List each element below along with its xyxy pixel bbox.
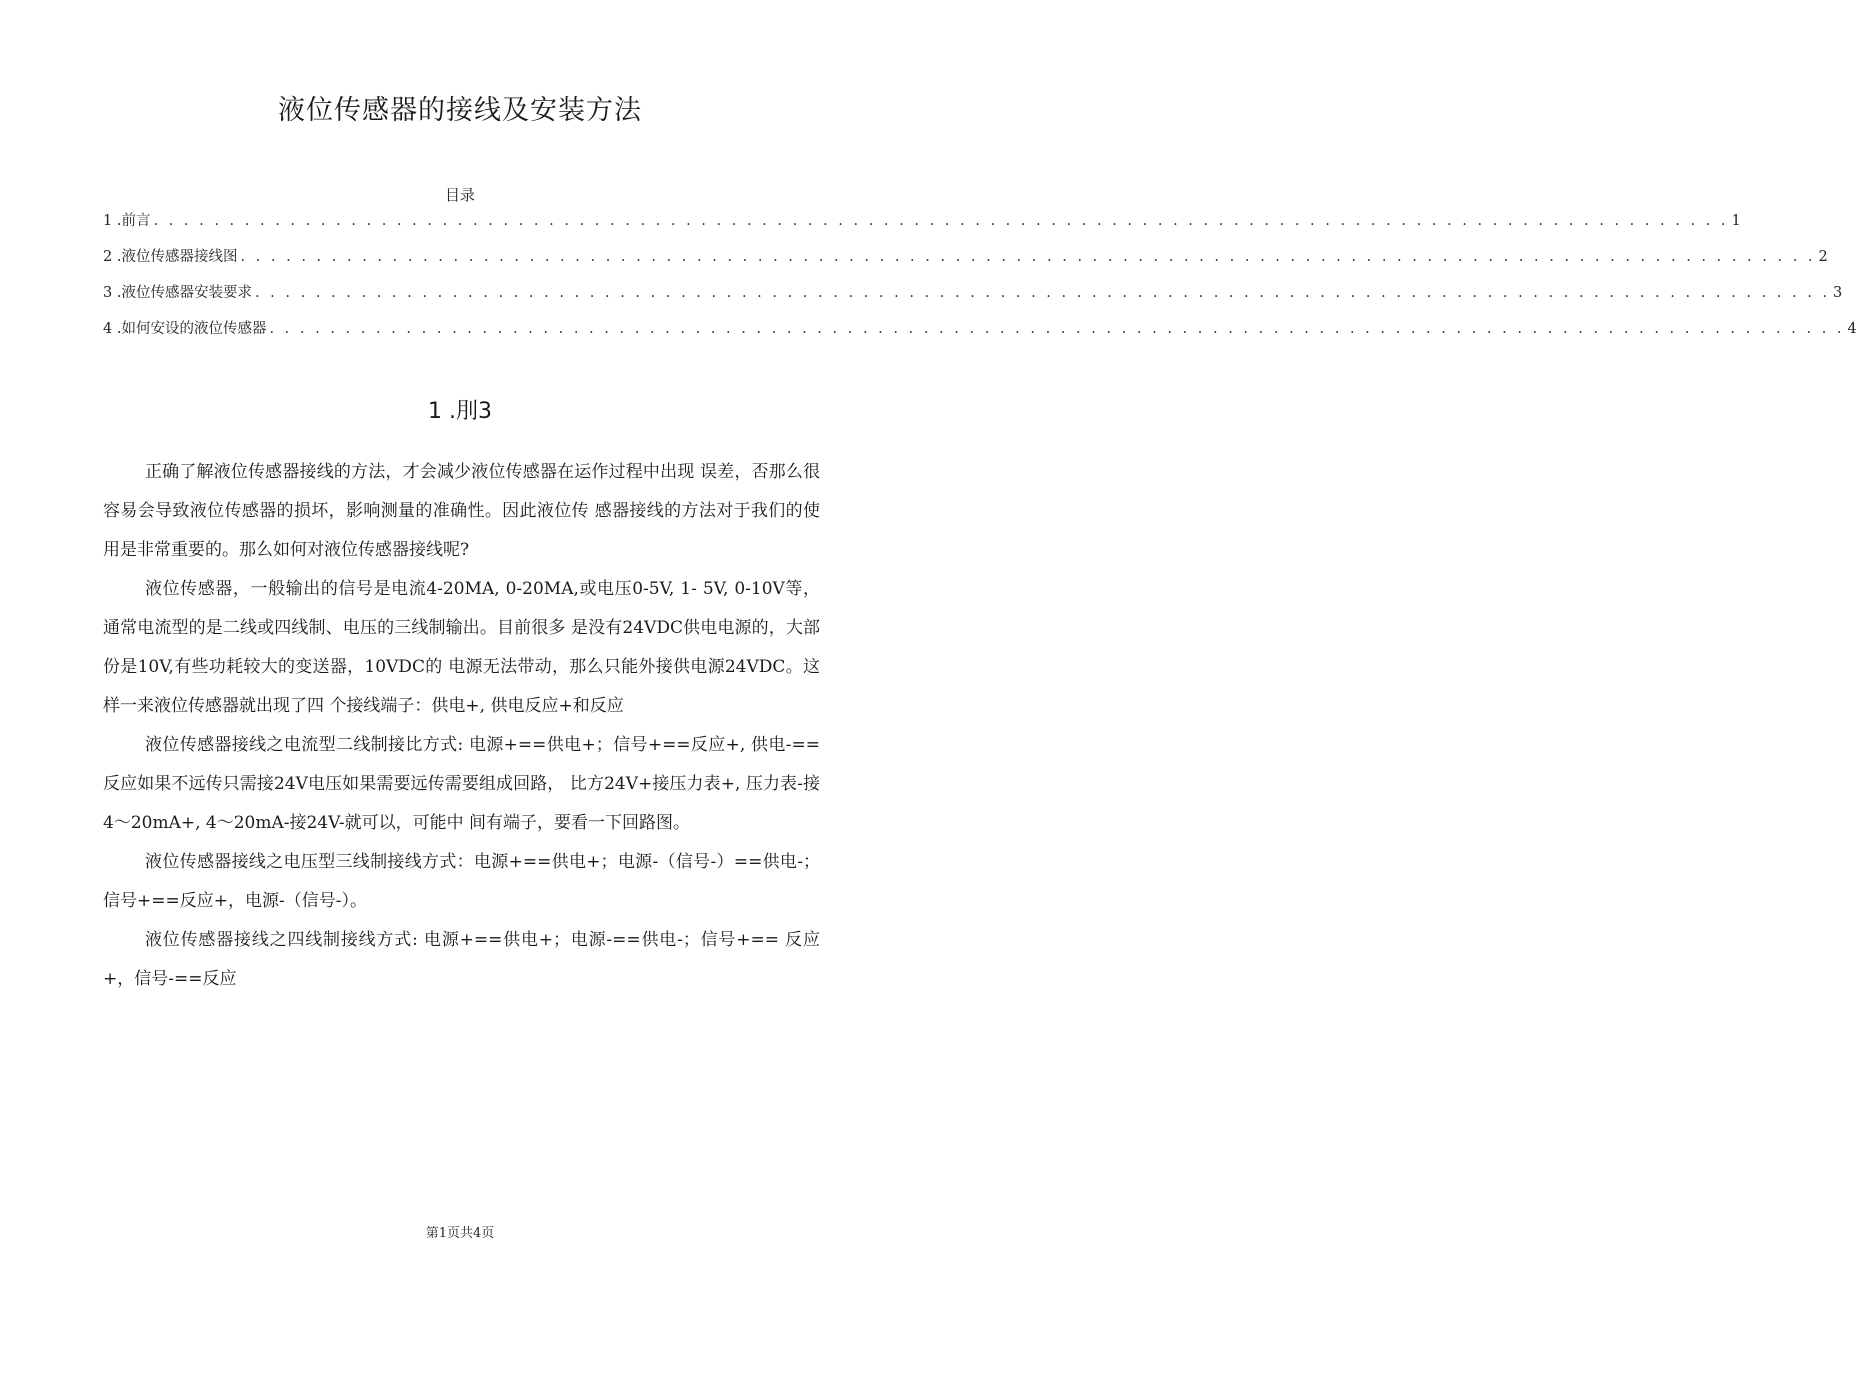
- toc-entry-label: 2 .液位传感器接线图: [103, 249, 238, 265]
- toc-entry-page: 2: [1818, 249, 1828, 265]
- toc-entry-2[interactable]: [103, 245, 1828, 281]
- page-indicator: 第1页共4页: [425, 1226, 495, 1241]
- toc-leader-dots: . . . . . . . . . . . . . . . . . . . . . . . . . . . . . . . . . . . . . . . . . . . . . . . . . . . . . . . . . . . . . . . . . . . . . . . . . . . . . . . . . . . . . . . . . . . . . . . . . . . . . . . .: [240, 249, 1816, 265]
- toc-entry-label: 3 .液位传感器安装要求: [103, 285, 252, 301]
- toc-entry-3[interactable]: [103, 281, 1843, 317]
- paragraph-three-wire: 液位传感器接线之电压型三线制接线方式：电源+==供电+；电源-（信号-）==供电-；信号+==反应+，电源-（信号-）。: [103, 852, 820, 911]
- document-body: [103, 453, 820, 999]
- document-title: 液位传感器的接线及安装方法: [278, 95, 642, 126]
- toc-leader-dots: . . . . . . . . . . . . . . . . . . . . . . . . . . . . . . . . . . . . . . . . . . . . . . . . . . . . . . . . . . . . . . . . . . . . . . . . . . . . . . . . . . . . . . . . . . . . . . . . . . . . . . . .: [269, 321, 1845, 337]
- toc-leader-dots: . . . . . . . . . . . . . . . . . . . . . . . . . . . . . . . . . . . . . . . . . . . . . . . . . . . . . . . . . . . . . . . . . . . . . . . . . . . . . . . . . . . . . . . . . . . . . . . . . . . . . . . .: [254, 285, 1831, 301]
- toc-entry-1[interactable]: [103, 209, 1741, 245]
- toc-entry-label: 1 .前言: [103, 213, 151, 229]
- paragraph-output-signals: 液位传感器，一般输出的信号是电流4-20MA, 0-20MA,或电压0-5V, 1- 5V, 0-10V等，通常电流型的是二线或四线制、电压的三线制输出。目前很多 是没有24VDC供电电源的，大部份是10V,有些功耗较大的变送器，10VDC的 电源无法带动，那么只能外接供电源24VDC。这样一来液位传感器就出现了四 个接线端子：供电+, 供电反应+和反应: [103, 579, 820, 716]
- toc-heading: 目录: [444, 186, 475, 204]
- toc-entry-page: 3: [1833, 285, 1843, 301]
- table-of-contents: [103, 209, 1857, 353]
- toc-entry-page: 1: [1731, 213, 1741, 229]
- toc-leader-dots: . . . . . . . . . . . . . . . . . . . . . . . . . . . . . . . . . . . . . . . . . . . . . . . . . . . . . . . . . . . . . . . . . . . . . . . . . . . . . . . . . . . . . . . . . . . . . . . . . . . . . . . .: [153, 213, 1729, 229]
- section-heading: 1 .刖3: [428, 399, 492, 424]
- toc-entry-4[interactable]: [103, 317, 1857, 353]
- toc-entry-page: 4: [1847, 321, 1857, 337]
- paragraph-two-wire: 液位传感器接线之电流型二线制接比方式: 电源+==供电+；信号+==反应+, 供电-==反应如果不远传只需接24V电压如果需要远传需要组成回路， 比方24V+接压力表+, 压力表-接4〜20mA+, 4〜20mA-接24V-就可以，可能中 间有端子，要看一下回路图。: [103, 735, 820, 833]
- toc-entry-label: 4 .如何安设的液位传感器: [103, 321, 267, 337]
- paragraph-intro: 正确了解液位传感器接线的方法，才会减少液位传感器在运作过程中出现 误差，否那么很容易会导致液位传感器的损坏，影响测量的准确性。因此液位传 感器接线的方法对于我们的使用是非常重要的。那么如何对液位传感器接线呢?: [103, 462, 820, 560]
- paragraph-four-wire: 液位传感器接线之四线制接线方式: 电源+==供电+；电源-==供电-；信号+== 反应+，信号-==反应: [103, 930, 820, 989]
